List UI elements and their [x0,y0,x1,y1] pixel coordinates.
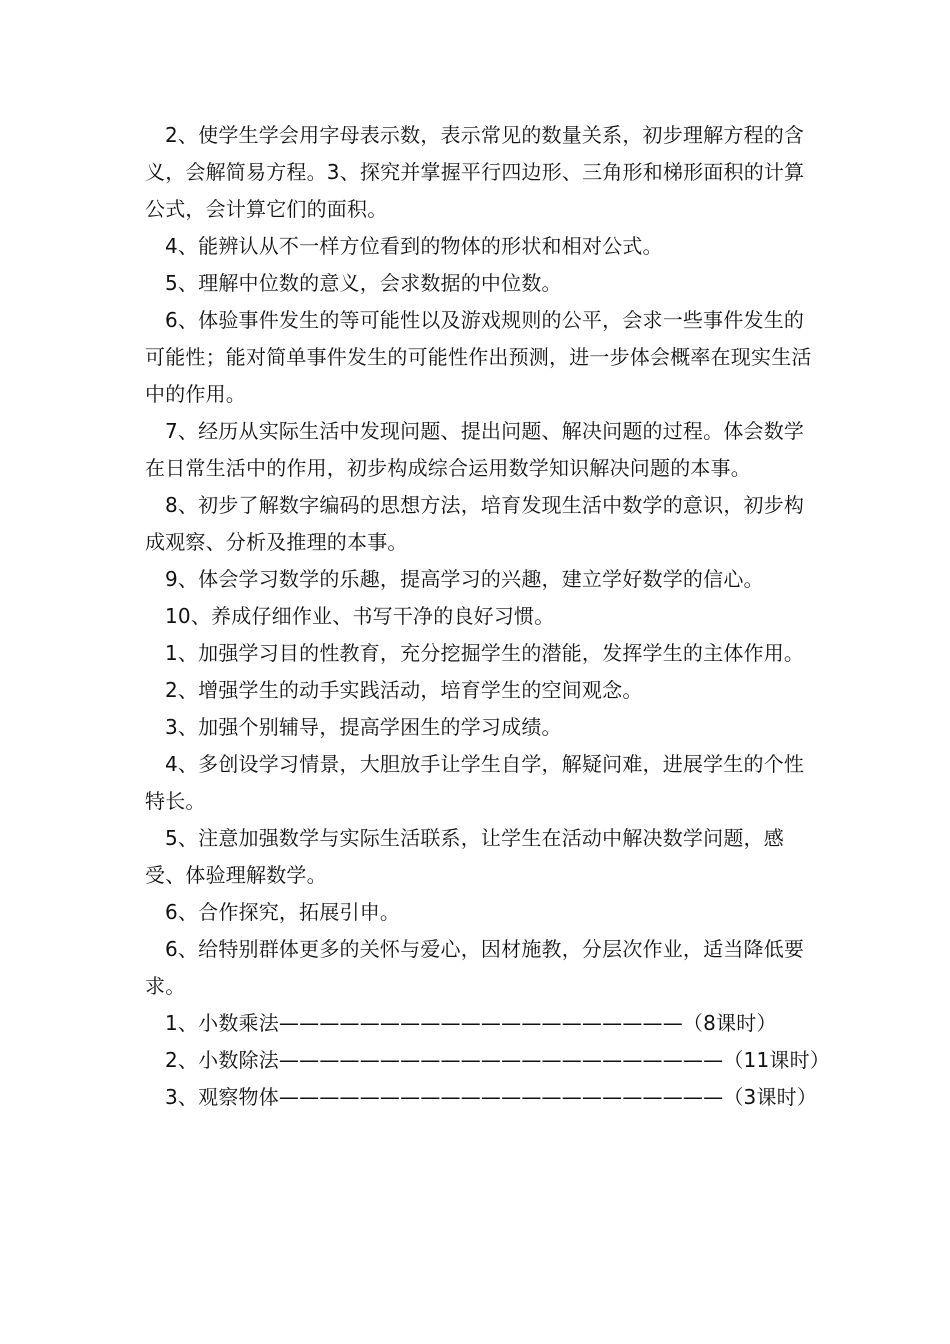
paragraph-goal-7: 7、经历从实际生活中发现问题、提出问题、解决问题的过程。体会数学在日常生活中的作用，初步构成综合运用数学知识解决问题的本事。 [145,419,805,480]
paragraph-measure-5: 5、注意加强数学与实际生活联系，让学生在活动中解决数学问题，感受、体验理解数学。 [145,826,784,887]
paragraph-goal-5: 5、理解中位数的意义，会求数据的中位数。 [165,271,562,295]
paragraph-goal-9: 9、体会学习数学的乐趣，提高学习的兴趣，建立学好数学的信心。 [165,567,764,591]
paragraph-goal-8: 8、初步了解数字编码的思想方法，培育发现生活中数学的意识，初步构成观察、分析及推理的本事。 [145,493,805,554]
document-body [145,117,830,1116]
paragraph-measure-3: 3、加强个别辅导，提高学困生的学习成绩。 [165,715,562,739]
paragraph-goal-6: 6、体验事件发生的等可能性以及游戏规则的公平，会求一些事件发生的可能性；能对简单事件发生的可能性作出预测，进一步体会概率在现实生活中的作用。 [145,308,812,406]
schedule-item-3: 3、观察物体——————————————————————（3课时） [165,1085,818,1109]
paragraph-goal-2-3: 2、使学生学会用字母表示数，表示常见的数量关系，初步理解方程的含义，会解简易方程。3、探究并掌握平行四边形、三角形和梯形面积的计算公式，会计算它们的面积。 [145,123,805,221]
paragraph-measure-2: 2、增强学生的动手实践活动，培育学生的空间观念。 [165,678,643,702]
paragraph-measure-4: 4、多创设学习情景，大胆放手让学生自学，解疑问难，进展学生的个性特长。 [145,752,805,813]
schedule-item-1: 1、小数乘法————————————————————（8课时） [165,1011,777,1035]
paragraph-measure-6b: 6、给特别群体更多的关怀与爱心，因材施教，分层次作业，适当降低要求。 [145,937,805,998]
paragraph-measure-1: 1、加强学习目的性教育，充分挖掘学生的潜能，发挥学生的主体作用。 [165,641,805,665]
paragraph-measure-6: 6、合作探究，拓展引申。 [165,900,401,924]
schedule-item-2: 2、小数除法——————————————————————（11课时） [165,1048,830,1072]
paragraph-goal-10: 10、养成仔细作业、书写干净的良好习惯。 [165,604,555,628]
paragraph-goal-4: 4、能辨认从不一样方位看到的物体的形状和相对公式。 [165,234,663,258]
